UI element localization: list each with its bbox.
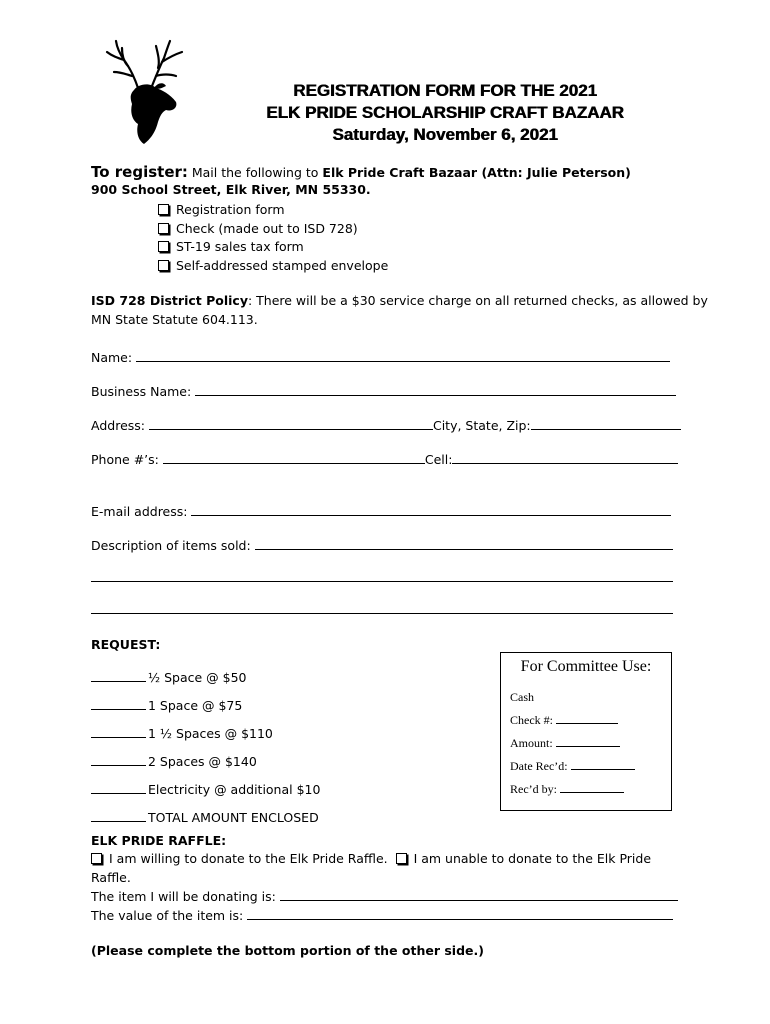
committee-check: Check #: [510, 709, 635, 732]
policy-label: ISD 728 District Policy [91, 293, 248, 308]
raffle-value-label: The value of the item is: [91, 908, 244, 923]
elk-head-icon [104, 38, 188, 146]
email-field[interactable] [91, 503, 671, 519]
business-label: Business Name: [91, 384, 192, 399]
checklist-item: ST-19 sales tax form [158, 238, 388, 257]
request-option[interactable]: 1 Space @ $75 [91, 692, 320, 720]
checkbox-icon[interactable] [158, 260, 169, 271]
request-heading: REQUEST: [91, 637, 161, 652]
event-title: ELK PRIDE SCHOLARSHIP CRAFT BAZAAR [266, 103, 624, 122]
register-text: Mail the following to [187, 165, 323, 180]
request-option[interactable]: 1 ½ Spaces @ $110 [91, 720, 320, 748]
phone-input-line[interactable] [163, 451, 425, 464]
policy-text: : There will be a $30 service charge on all returned checks, as allowed by [247, 293, 708, 308]
form-title: REGISTRATION FORM FOR THE 2021 [293, 81, 597, 100]
mail-recipient: Elk Pride Craft Bazaar (Attn: Julie Peterson) [322, 165, 631, 180]
description-field[interactable] [91, 537, 673, 553]
cell-label: Cell: [424, 452, 453, 467]
raffle-unable-checkbox[interactable] [396, 853, 407, 864]
raffle-willing-checkbox[interactable] [91, 853, 102, 864]
raffle-item-label: The item I will be donating is: [91, 889, 276, 904]
committee-amount: Amount: [510, 732, 635, 755]
checklist-item: Registration form [158, 201, 388, 220]
committee-title: For Committee Use: [520, 658, 652, 675]
raffle-value-input-line[interactable] [247, 907, 673, 920]
raffle-item-input-line[interactable] [280, 888, 678, 901]
request-options [91, 664, 320, 832]
address-label: Address: [91, 418, 145, 433]
checklist-item: Check (made out to ISD 728) [158, 220, 388, 239]
committee-box [500, 652, 672, 811]
request-option[interactable]: ½ Space @ $50 [91, 664, 320, 692]
raffle-heading: ELK PRIDE RAFFLE: [91, 833, 227, 848]
checklist [158, 201, 388, 275]
description-line-2[interactable] [91, 581, 673, 582]
checklist-item: Self-addressed stamped envelope [158, 257, 388, 276]
address-input-line[interactable] [149, 417, 433, 430]
phone-field[interactable] [91, 451, 678, 467]
request-blank[interactable] [91, 697, 146, 710]
committee-date: Date Rec’d: [510, 755, 635, 778]
raffle-value-field[interactable] [91, 907, 673, 923]
mail-address: 900 School Street, Elk River, MN 55330. [91, 182, 371, 197]
request-option[interactable]: Electricity @ additional $10 [91, 776, 320, 804]
committee-recd-by: Rec’d by: [510, 778, 635, 801]
request-blank[interactable] [91, 781, 146, 794]
request-option[interactable]: TOTAL AMOUNT ENCLOSED [91, 804, 320, 832]
city-input-line[interactable] [531, 417, 681, 430]
address-field[interactable] [91, 417, 681, 433]
description-input-line[interactable] [255, 537, 673, 550]
city-label: City, State, Zip: [432, 418, 531, 433]
register-lead: To register: [91, 163, 188, 181]
name-label: Name: [91, 350, 133, 365]
request-option[interactable]: 2 Spaces @ $140 [91, 748, 320, 776]
description-line-3[interactable] [91, 613, 673, 614]
checkbox-icon[interactable] [158, 223, 169, 234]
email-input-line[interactable] [191, 503, 671, 516]
cell-input-line[interactable] [452, 451, 678, 464]
checkbox-icon[interactable] [158, 241, 169, 252]
policy-line-2: MN State Statute 604.113. [91, 312, 258, 327]
raffle-unable-label-cont: Raffle. [91, 870, 131, 885]
policy-line-1 [91, 293, 708, 308]
checkbox-icon[interactable] [158, 204, 169, 215]
request-blank[interactable] [91, 669, 146, 682]
raffle-unable-label: I am unable to donate to the Elk Pride [413, 851, 652, 866]
request-blank[interactable] [91, 809, 146, 822]
request-blank[interactable] [91, 725, 146, 738]
business-input-line[interactable] [195, 383, 676, 396]
description-label: Description of items sold: [91, 538, 251, 553]
name-input-line[interactable] [136, 349, 670, 362]
name-field[interactable] [91, 349, 670, 365]
request-blank[interactable] [91, 753, 146, 766]
committee-cash: Cash [510, 690, 534, 704]
email-label: E-mail address: [91, 504, 188, 519]
raffle-willing-label: I am willing to donate to the Elk Pride Raffle. [109, 851, 388, 866]
register-instructions [91, 163, 631, 181]
footer-note: (Please complete the bottom portion of the other side.) [91, 943, 484, 958]
event-date: Saturday, November 6, 2021 [332, 125, 558, 144]
business-field[interactable] [91, 383, 676, 399]
raffle-item-field[interactable] [91, 888, 678, 904]
phone-label: Phone #’s: [91, 452, 159, 467]
raffle-options [91, 851, 651, 866]
